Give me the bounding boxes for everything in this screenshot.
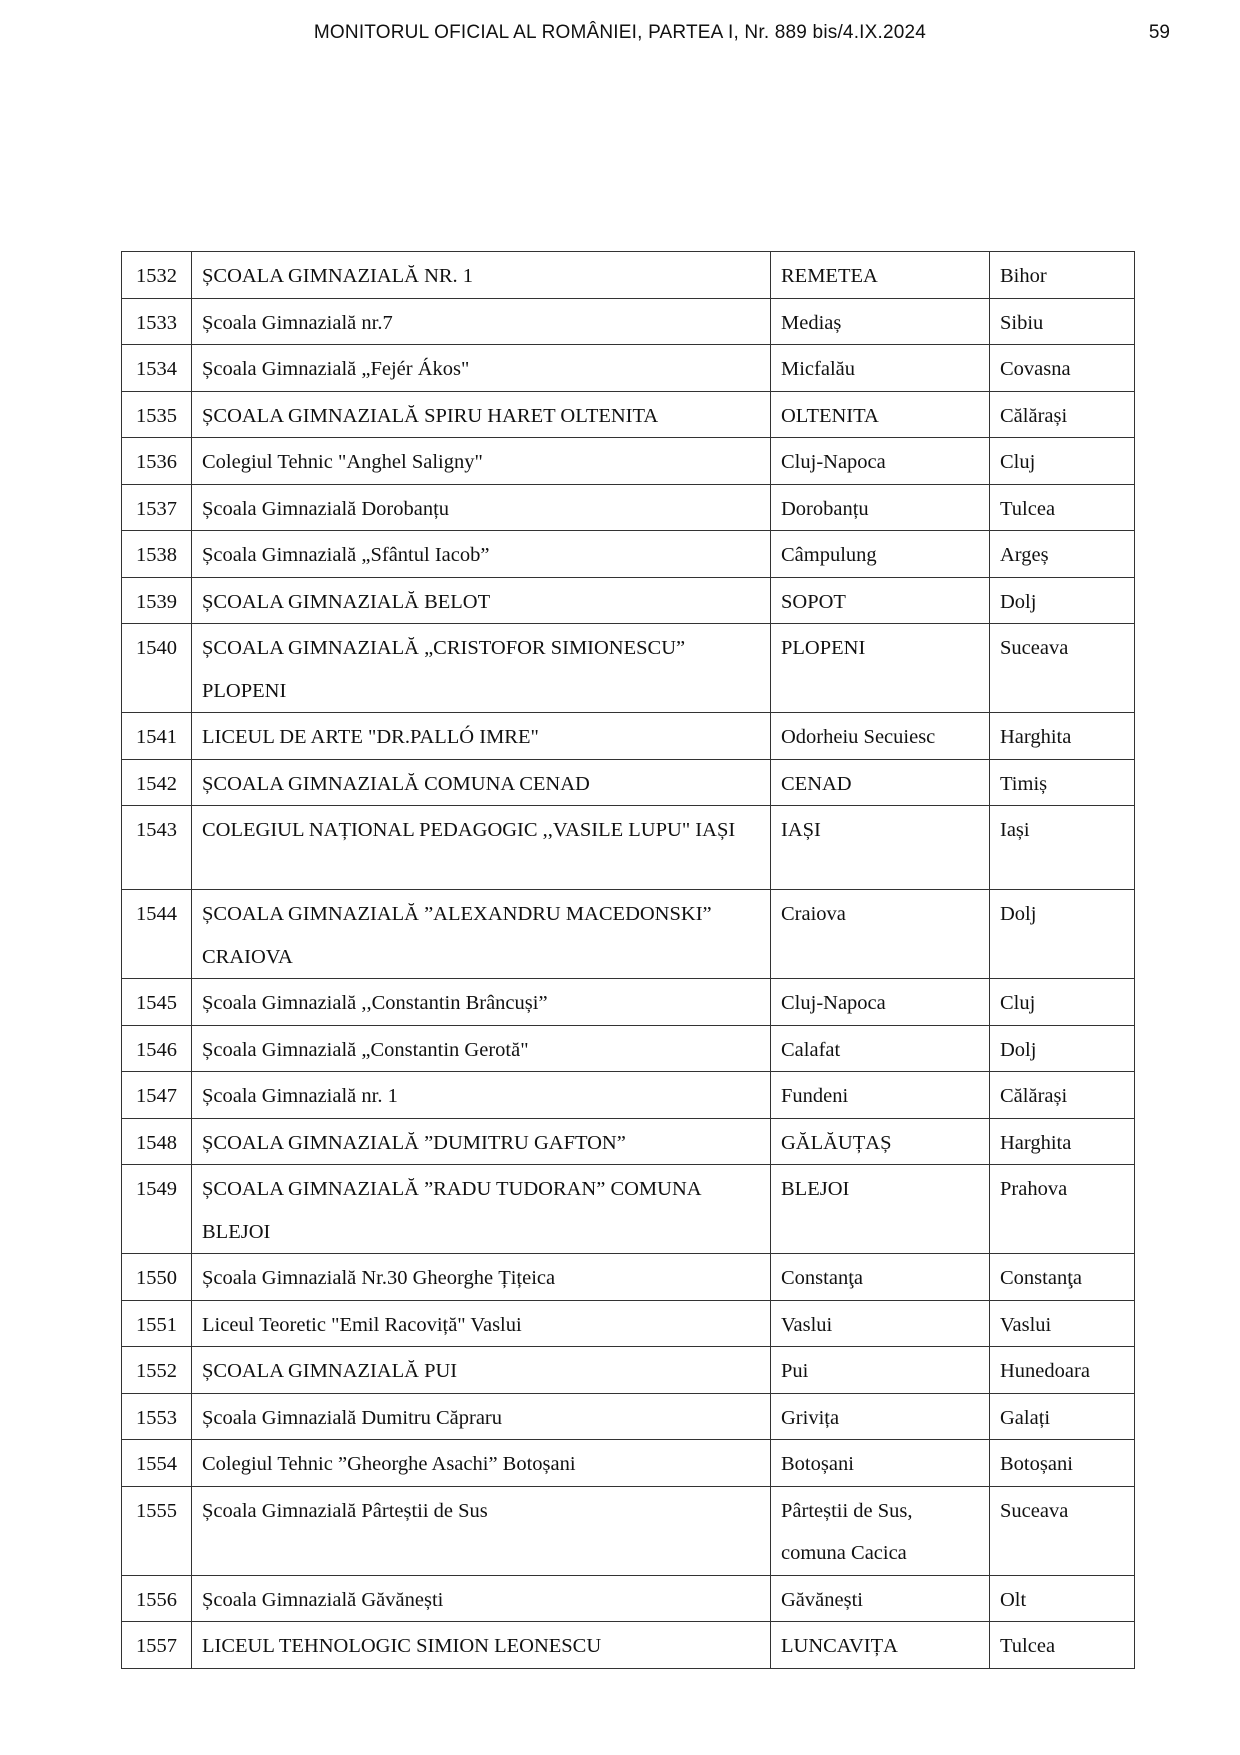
table-row xyxy=(122,345,1135,392)
row-number: 1555 xyxy=(122,1486,192,1575)
table-row xyxy=(122,759,1135,806)
county: Călărași xyxy=(990,1072,1135,1119)
gazette-title: MONITORUL OFICIAL AL ROMÂNIEI, PARTEA I, Nr. 889 bis/4.IX.2024 xyxy=(313,22,927,43)
table-row xyxy=(122,979,1135,1026)
row-number: 1535 xyxy=(122,391,192,438)
county: Iași xyxy=(990,806,1135,890)
locality: BLEJOI xyxy=(771,1165,990,1254)
table-row xyxy=(122,1440,1135,1487)
row-number: 1541 xyxy=(122,713,192,760)
locality: GĂLĂUȚAȘ xyxy=(771,1118,990,1165)
county: Dolj xyxy=(990,1025,1135,1072)
page-header xyxy=(0,22,1240,52)
locality: Grivița xyxy=(771,1393,990,1440)
county: Cluj xyxy=(990,438,1135,485)
locality: Calafat xyxy=(771,1025,990,1072)
row-number: 1549 xyxy=(122,1165,192,1254)
county: Călărași xyxy=(990,391,1135,438)
table-row xyxy=(122,531,1135,578)
table-row xyxy=(122,438,1135,485)
locality: Micfalău xyxy=(771,345,990,392)
row-number: 1543 xyxy=(122,806,192,890)
table-row xyxy=(122,890,1135,979)
locality: Cluj-Napoca xyxy=(771,438,990,485)
locality: Mediaș xyxy=(771,298,990,345)
row-number: 1542 xyxy=(122,759,192,806)
county: Suceava xyxy=(990,1486,1135,1575)
county: Dolj xyxy=(990,577,1135,624)
school-name: LICEUL TEHNOLOGIC SIMION LEONESCU xyxy=(192,1622,771,1669)
table-row xyxy=(122,298,1135,345)
county: Botoșani xyxy=(990,1440,1135,1487)
row-number: 1538 xyxy=(122,531,192,578)
locality: LUNCAVIȚA xyxy=(771,1622,990,1669)
county: Dolj xyxy=(990,890,1135,979)
locality: Craiova xyxy=(771,890,990,979)
table-row xyxy=(122,1118,1135,1165)
school-name: COLEGIUL NAȚIONAL PEDAGOGIC ,,VASILE LUPU" IAȘI xyxy=(192,806,771,890)
row-number: 1539 xyxy=(122,577,192,624)
school-name: Colegiul Tehnic ”Gheorghe Asachi” Botoșani xyxy=(192,1440,771,1487)
school-name: Școala Gimnazială Nr.30 Gheorghe Țițeica xyxy=(192,1254,771,1301)
locality: Câmpulung xyxy=(771,531,990,578)
table-row xyxy=(122,1072,1135,1119)
row-number: 1556 xyxy=(122,1575,192,1622)
table-row xyxy=(122,806,1135,890)
table-row xyxy=(122,624,1135,713)
row-number: 1545 xyxy=(122,979,192,1026)
row-number: 1537 xyxy=(122,484,192,531)
row-number: 1533 xyxy=(122,298,192,345)
school-name: Școala Gimnazială „Sfântul Iacob” xyxy=(192,531,771,578)
locality: Botoșani xyxy=(771,1440,990,1487)
school-name: LICEUL DE ARTE "DR.PALLÓ IMRE" xyxy=(192,713,771,760)
locality: PLOPENI xyxy=(771,624,990,713)
row-number: 1540 xyxy=(122,624,192,713)
table-row xyxy=(122,577,1135,624)
table-row xyxy=(122,1300,1135,1347)
schools-table xyxy=(121,251,1135,1669)
table-row xyxy=(122,391,1135,438)
row-number: 1546 xyxy=(122,1025,192,1072)
row-number: 1551 xyxy=(122,1300,192,1347)
school-name: Școala Gimnazială Dumitru Căpraru xyxy=(192,1393,771,1440)
row-number: 1552 xyxy=(122,1347,192,1394)
school-name: ȘCOALA GIMNAZIALĂ SPIRU HARET OLTENITA xyxy=(192,391,771,438)
school-name: ȘCOALA GIMNAZIALĂ PUI xyxy=(192,1347,771,1394)
school-name: Școala Gimnazială Pârteștii de Sus xyxy=(192,1486,771,1575)
county: Harghita xyxy=(990,713,1135,760)
school-name: ȘCOALA GIMNAZIALĂ COMUNA CENAD xyxy=(192,759,771,806)
table-row xyxy=(122,484,1135,531)
locality: SOPOT xyxy=(771,577,990,624)
school-name: Școala Gimnazială nr. 1 xyxy=(192,1072,771,1119)
locality: IAȘI xyxy=(771,806,990,890)
school-name: Școala Gimnazială nr.7 xyxy=(192,298,771,345)
page-number: 59 xyxy=(1148,22,1170,43)
school-name: ȘCOALA GIMNAZIALĂ BELOT xyxy=(192,577,771,624)
row-number: 1536 xyxy=(122,438,192,485)
school-name: Școala Gimnazială Dorobanțu xyxy=(192,484,771,531)
school-name: Școala Gimnazială „Fejér Ákos" xyxy=(192,345,771,392)
row-number: 1553 xyxy=(122,1393,192,1440)
county: Hunedoara xyxy=(990,1347,1135,1394)
county: Galați xyxy=(990,1393,1135,1440)
row-number: 1557 xyxy=(122,1622,192,1669)
locality: Cluj-Napoca xyxy=(771,979,990,1026)
county: Suceava xyxy=(990,624,1135,713)
row-number: 1550 xyxy=(122,1254,192,1301)
locality: Dorobanțu xyxy=(771,484,990,531)
school-name: ȘCOALA GIMNAZIALĂ ”RADU TUDORAN” COMUNA BLEJOI xyxy=(192,1165,771,1254)
county: Tulcea xyxy=(990,484,1135,531)
locality: Odorheiu Secuiesc xyxy=(771,713,990,760)
school-name: ȘCOALA GIMNAZIALĂ „CRISTOFOR SIMIONESCU” PLOPENI xyxy=(192,624,771,713)
table-row xyxy=(122,1165,1135,1254)
table-row xyxy=(122,1622,1135,1669)
school-name: ȘCOALA GIMNAZIALĂ ”DUMITRU GAFTON” xyxy=(192,1118,771,1165)
county: Covasna xyxy=(990,345,1135,392)
locality: Fundeni xyxy=(771,1072,990,1119)
table-row xyxy=(122,713,1135,760)
school-name: Școala Gimnazială Găvănești xyxy=(192,1575,771,1622)
county: Constanţa xyxy=(990,1254,1135,1301)
table-row xyxy=(122,1393,1135,1440)
row-number: 1532 xyxy=(122,252,192,299)
locality: Vaslui xyxy=(771,1300,990,1347)
row-number: 1534 xyxy=(122,345,192,392)
locality: OLTENITA xyxy=(771,391,990,438)
county: Vaslui xyxy=(990,1300,1135,1347)
locality: CENAD xyxy=(771,759,990,806)
county: Sibiu xyxy=(990,298,1135,345)
county: Cluj xyxy=(990,979,1135,1026)
county: Bihor xyxy=(990,252,1135,299)
county: Harghita xyxy=(990,1118,1135,1165)
school-name: Liceul Teoretic "Emil Racoviță" Vaslui xyxy=(192,1300,771,1347)
table-row xyxy=(122,1347,1135,1394)
row-number: 1547 xyxy=(122,1072,192,1119)
table-row xyxy=(122,1575,1135,1622)
table-row xyxy=(122,1025,1135,1072)
locality: Pui xyxy=(771,1347,990,1394)
table-row xyxy=(122,1254,1135,1301)
row-number: 1554 xyxy=(122,1440,192,1487)
row-number: 1548 xyxy=(122,1118,192,1165)
locality: Constanţa xyxy=(771,1254,990,1301)
school-name: Colegiul Tehnic "Anghel Saligny" xyxy=(192,438,771,485)
locality: REMETEA xyxy=(771,252,990,299)
county: Argeș xyxy=(990,531,1135,578)
county: Prahova xyxy=(990,1165,1135,1254)
county: Olt xyxy=(990,1575,1135,1622)
school-name: ȘCOALA GIMNAZIALĂ NR. 1 xyxy=(192,252,771,299)
table-row xyxy=(122,252,1135,299)
county: Timiș xyxy=(990,759,1135,806)
county: Tulcea xyxy=(990,1622,1135,1669)
school-name: Școala Gimnazială ,,Constantin Brâncuși” xyxy=(192,979,771,1026)
school-name: Școala Gimnazială „Constantin Gerotă" xyxy=(192,1025,771,1072)
locality: Pârteștii de Sus, comuna Cacica xyxy=(771,1486,990,1575)
row-number: 1544 xyxy=(122,890,192,979)
table-row xyxy=(122,1486,1135,1575)
locality: Găvănești xyxy=(771,1575,990,1622)
school-name: ȘCOALA GIMNAZIALĂ ”ALEXANDRU MACEDONSKI” CRAIOVA xyxy=(192,890,771,979)
